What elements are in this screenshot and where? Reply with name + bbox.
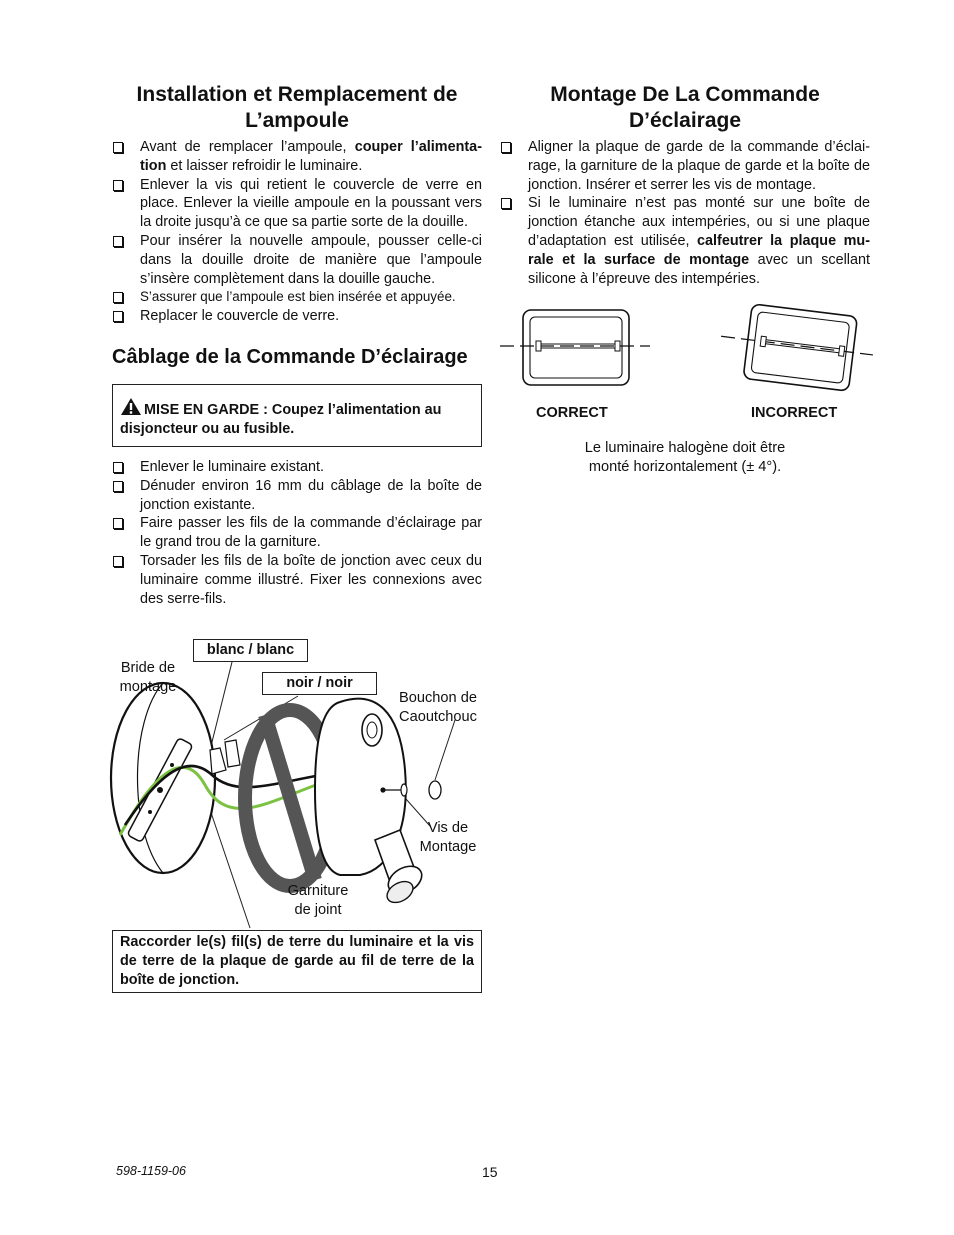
list-item	[112, 138, 482, 176]
item-text: Aligner la plaque de garde de la commande d’éclai-rage, la garniture de la plaque de garde et la boîte de jonction. Insérer et serrer les vis de montage.	[528, 139, 870, 193]
ground-note-box	[112, 930, 482, 993]
mounting-orientation-diagram	[495, 300, 875, 395]
list-item	[112, 288, 482, 307]
warning-box	[112, 384, 482, 447]
title-line-1: Montage De La Commande	[550, 83, 820, 106]
item-text: Faire passer les fils de la commande d’éclairage par le grand trou de la garniture.	[140, 515, 482, 551]
item-text: Enlever la vis qui retient le couvercle de verre en place. Enlever la vieille ampoule en la poussant vers la droite jusqu’à ce que sa partie sorte de la douille.	[140, 176, 482, 231]
section-installation	[112, 82, 482, 326]
correct-fixture-icon	[500, 310, 650, 385]
item-text: Dénuder environ 16 mm du câblage de la boîte de jonction existante.	[140, 477, 482, 513]
list-item	[112, 514, 482, 552]
ground-note-text: Raccorder le(s) fil(s) de terre du luminaire et la vis de terre de la plaque de garde au fil de terre de la boîte de jonction.	[120, 934, 474, 988]
item-text: Pour insérer la nouvelle ampoule, pousser celle-ci dans la douille droite de manière que l’ampoule s’insère complètement dans la douille gauche.	[140, 232, 482, 287]
item-bold-text: couper l’alimenta-tion	[140, 139, 482, 174]
list-item	[112, 552, 482, 608]
item-text: Avant de remplacer l’ampoule,	[140, 139, 355, 155]
title-line-2: L’ampoule	[245, 109, 349, 132]
checkbox-icon	[113, 462, 123, 473]
warning-text: MISE EN GARDE : Coupez l’alimentation au disjoncteur ou au fusible.	[120, 402, 442, 437]
list-item	[112, 458, 482, 477]
checkbox-icon	[113, 518, 123, 529]
list-item	[112, 232, 482, 288]
rubber-plug-icon	[429, 781, 441, 799]
label-garniture: Garniture de joint	[287, 883, 349, 918]
section-title-montage	[500, 82, 870, 134]
checkbox-icon	[113, 292, 123, 303]
item-text: et laisser refroidir le luminaire.	[166, 157, 363, 174]
checkbox-icon	[113, 481, 123, 492]
checkbox-icon	[113, 180, 123, 191]
section-montage	[500, 82, 870, 288]
item-text: Enlever le luminaire existant.	[140, 459, 324, 475]
label-bride: Bride de montage	[119, 660, 177, 695]
list-item	[112, 307, 482, 326]
checkbox-icon	[501, 142, 511, 153]
label-bouchon: Bouchon de Caoutchouc	[399, 690, 477, 725]
item-text: Torsader les fils de la boîte de jonction avec ceux du luminaire comme illustré. Fixer les connexions avec des serre-fils.	[140, 552, 482, 607]
checkbox-icon	[113, 556, 123, 567]
label-incorrect: INCORRECT	[751, 405, 838, 421]
doc-number: 598-1159-06	[116, 1164, 186, 1178]
installation-steps	[112, 138, 482, 326]
item-text: S’assurer que l’ampoule est bien insérée et appuyée.	[140, 289, 456, 305]
checkbox-icon	[113, 236, 123, 247]
list-item	[112, 176, 482, 232]
label-correct: CORRECT	[536, 405, 608, 421]
tag-noir-noir: noir / noir	[262, 672, 377, 695]
section-title-cablage: Câblage de la Commande D’éclairage	[112, 346, 468, 368]
montage-steps	[500, 138, 870, 288]
item-text: Replacer le couvercle de verre.	[140, 308, 340, 325]
checkbox-icon	[113, 142, 123, 153]
item-text: avec un scellant silicone à l’épreuve des intempéries.	[528, 251, 870, 287]
section-title-installation	[112, 82, 482, 134]
caption-line-1: Le luminaire halogène doit être	[584, 440, 786, 456]
title-line-2: D’éclairage	[628, 109, 742, 132]
checkbox-icon	[113, 311, 123, 322]
label-vis: Vis de Montage	[419, 820, 477, 855]
title-line-1: Installation et Remplacement de	[136, 83, 458, 106]
wire-nut-icon	[210, 740, 240, 774]
tag-blanc-blanc: blanc / blanc	[193, 639, 308, 662]
list-item	[112, 477, 482, 515]
orientation-caption	[535, 439, 835, 477]
list-item	[500, 194, 870, 288]
warning-icon	[120, 397, 142, 416]
item-bold-text: calfeutrer la plaque mu-rale et la surface de montage	[528, 232, 870, 268]
item-text: Si le luminaire n’est pas monté sur une boîte de jonction étanche aux intempéries, ou si une plaque d’adaptation est utilisée,	[528, 195, 870, 249]
caption-line-2: monté horizontalement (± 4°).	[588, 459, 782, 475]
incorrect-fixture-icon	[716, 301, 875, 394]
checkbox-icon	[501, 198, 511, 209]
list-item	[500, 138, 870, 194]
page-number: 15	[482, 1164, 498, 1180]
cablage-steps	[112, 458, 482, 608]
